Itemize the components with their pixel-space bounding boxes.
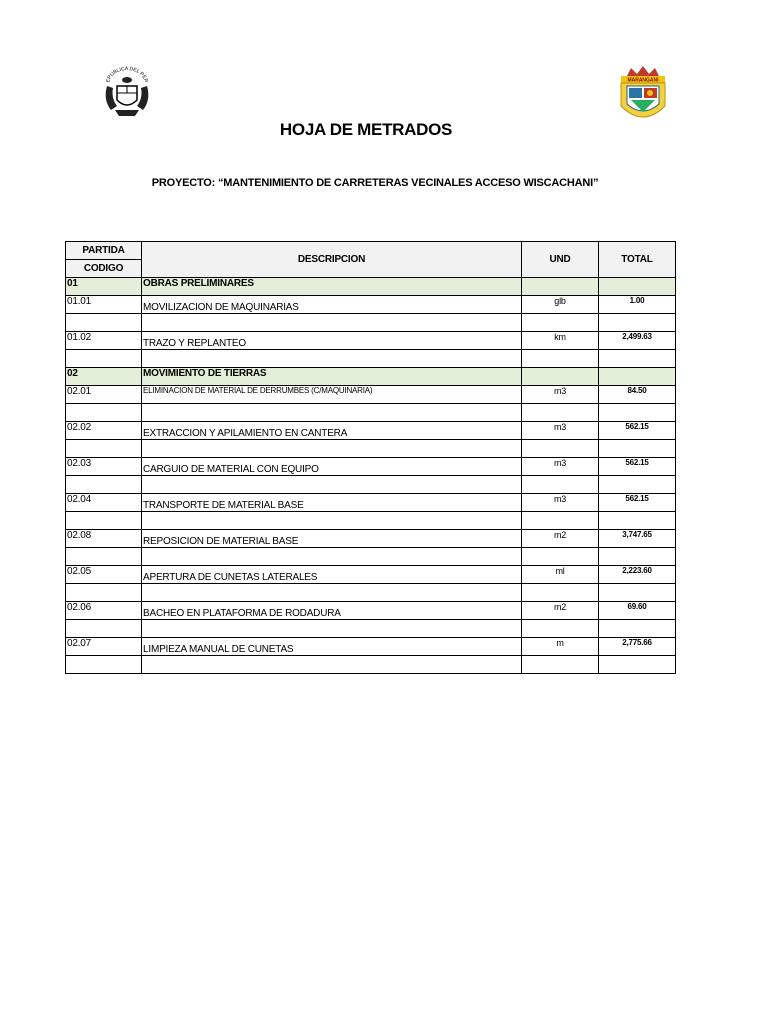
cell-unit [522,368,599,386]
empty-cell [66,476,142,494]
empty-cell [599,440,676,458]
empty-cell [66,548,142,566]
spacer-row [66,440,676,458]
table-row [66,530,676,548]
table-row [66,332,676,350]
empty-cell [522,440,599,458]
cell-code: 02.07 [66,638,142,656]
cell-unit [522,278,599,296]
cell-code: 02.06 [66,602,142,620]
cell-unit: m2 [522,602,599,620]
table-row [66,494,676,512]
header-descripcion: DESCRIPCION [142,242,522,278]
cell-description: LIMPIEZA MANUAL DE CUNETAS [142,638,522,656]
spacer-row [66,476,676,494]
municipal-shield-icon [617,66,669,128]
project-name: PROYECTO: “MANTENIMIENTO DE CARRETERAS VECINALES ACCESO WISCACHANI” [151,177,599,189]
cell-code: 01.02 [66,332,142,350]
logo-left-text: EPUBLICA DEL PER [105,66,149,84]
cell-code: 02 [66,368,142,386]
cell-description: EXTRACCION Y APILAMIENTO EN CANTERA [142,422,522,440]
empty-cell [522,314,599,332]
table-row [66,296,676,314]
empty-cell [599,656,676,674]
cell-code: 02.08 [66,530,142,548]
header-codigo: CODIGO [66,260,142,278]
empty-cell [522,584,599,602]
spacer-row [66,404,676,422]
cell-description: MOVIMIENTO DE TIERRAS [142,368,522,386]
empty-cell [599,404,676,422]
cell-total: 2,775.66 [599,638,676,656]
empty-cell [599,350,676,368]
cell-total: 3,747.65 [599,530,676,548]
cell-total: 69.60 [599,602,676,620]
cell-unit: ml [522,566,599,584]
empty-cell [599,512,676,530]
empty-cell [522,656,599,674]
cell-total [599,368,676,386]
cell-unit: m3 [522,458,599,476]
empty-cell [142,440,522,458]
empty-cell [66,584,142,602]
cell-unit: m3 [522,422,599,440]
cell-total: 2,499.63 [599,332,676,350]
empty-cell [522,350,599,368]
empty-cell [66,620,142,638]
cell-unit: m2 [522,530,599,548]
spacer-row [66,314,676,332]
header-und: UND [522,242,599,278]
empty-cell [142,350,522,368]
empty-cell [142,512,522,530]
spacer-row [66,512,676,530]
empty-cell [66,314,142,332]
table-row [66,566,676,584]
cell-code: 02.05 [66,566,142,584]
empty-cell [522,404,599,422]
empty-cell [599,548,676,566]
cell-description: TRAZO Y REPLANTEO [142,332,522,350]
empty-cell [522,476,599,494]
cell-total: 84.50 [599,386,676,404]
spacer-row [66,584,676,602]
empty-cell [142,584,522,602]
empty-cell [599,584,676,602]
cell-code: 01.01 [66,296,142,314]
empty-cell [66,404,142,422]
cell-total: 562.15 [599,422,676,440]
empty-cell [66,350,142,368]
table-row [66,638,676,656]
empty-cell [66,656,142,674]
cell-description: APERTURA DE CUNETAS LATERALES [142,566,522,584]
cell-unit: m [522,638,599,656]
table-body [66,278,676,674]
empty-cell [142,548,522,566]
cell-total: 2,223.60 [599,566,676,584]
empty-cell [66,512,142,530]
table-row [66,602,676,620]
empty-cell [599,620,676,638]
table-row [66,422,676,440]
section-row [66,368,676,386]
empty-cell [66,440,142,458]
spacer-row [66,620,676,638]
cell-code: 02.02 [66,422,142,440]
empty-cell [142,620,522,638]
cell-description: OBRAS PRELIMINARES [142,278,522,296]
cell-code: 02.04 [66,494,142,512]
table-row [66,386,676,404]
cell-code: 01 [66,278,142,296]
metrados-table [65,241,676,674]
spacer-row [66,656,676,674]
header-partida: PARTIDA [66,242,142,260]
cell-code: 02.01 [66,386,142,404]
section-row [66,278,676,296]
empty-cell [599,314,676,332]
cell-description: BACHEO EN PLATAFORMA DE RODADURA [142,602,522,620]
table-row [66,458,676,476]
cell-code: 02.03 [66,458,142,476]
cell-total [599,278,676,296]
cell-description: TRANSPORTE DE MATERIAL BASE [142,494,522,512]
cell-description: MOVILIZACION DE MAQUINARIAS [142,296,522,314]
empty-cell [599,476,676,494]
empty-cell [142,314,522,332]
empty-cell [142,476,522,494]
cell-description: ELIMINACION DE MATERIAL DE DERRUMBES (C/MAQUINARIA) [142,386,522,404]
logo-right-text: MARANGANI [627,77,659,84]
cell-description: CARGUIO DE MATERIAL CON EQUIPO [142,458,522,476]
cell-total: 562.15 [599,494,676,512]
cell-unit: m3 [522,494,599,512]
empty-cell [142,404,522,422]
header-total: TOTAL [599,242,676,278]
cell-total: 562.15 [599,458,676,476]
spacer-row [66,548,676,566]
cell-unit: m3 [522,386,599,404]
empty-cell [522,512,599,530]
cell-unit: glb [522,296,599,314]
page-title: HOJA DE METRADOS [279,120,453,139]
cell-description: REPOSICION DE MATERIAL BASE [142,530,522,548]
peru-coat-of-arms-icon [101,66,153,120]
cell-unit: km [522,332,599,350]
cell-total: 1.00 [599,296,676,314]
empty-cell [142,656,522,674]
spacer-row [66,350,676,368]
empty-cell [522,548,599,566]
empty-cell [522,620,599,638]
